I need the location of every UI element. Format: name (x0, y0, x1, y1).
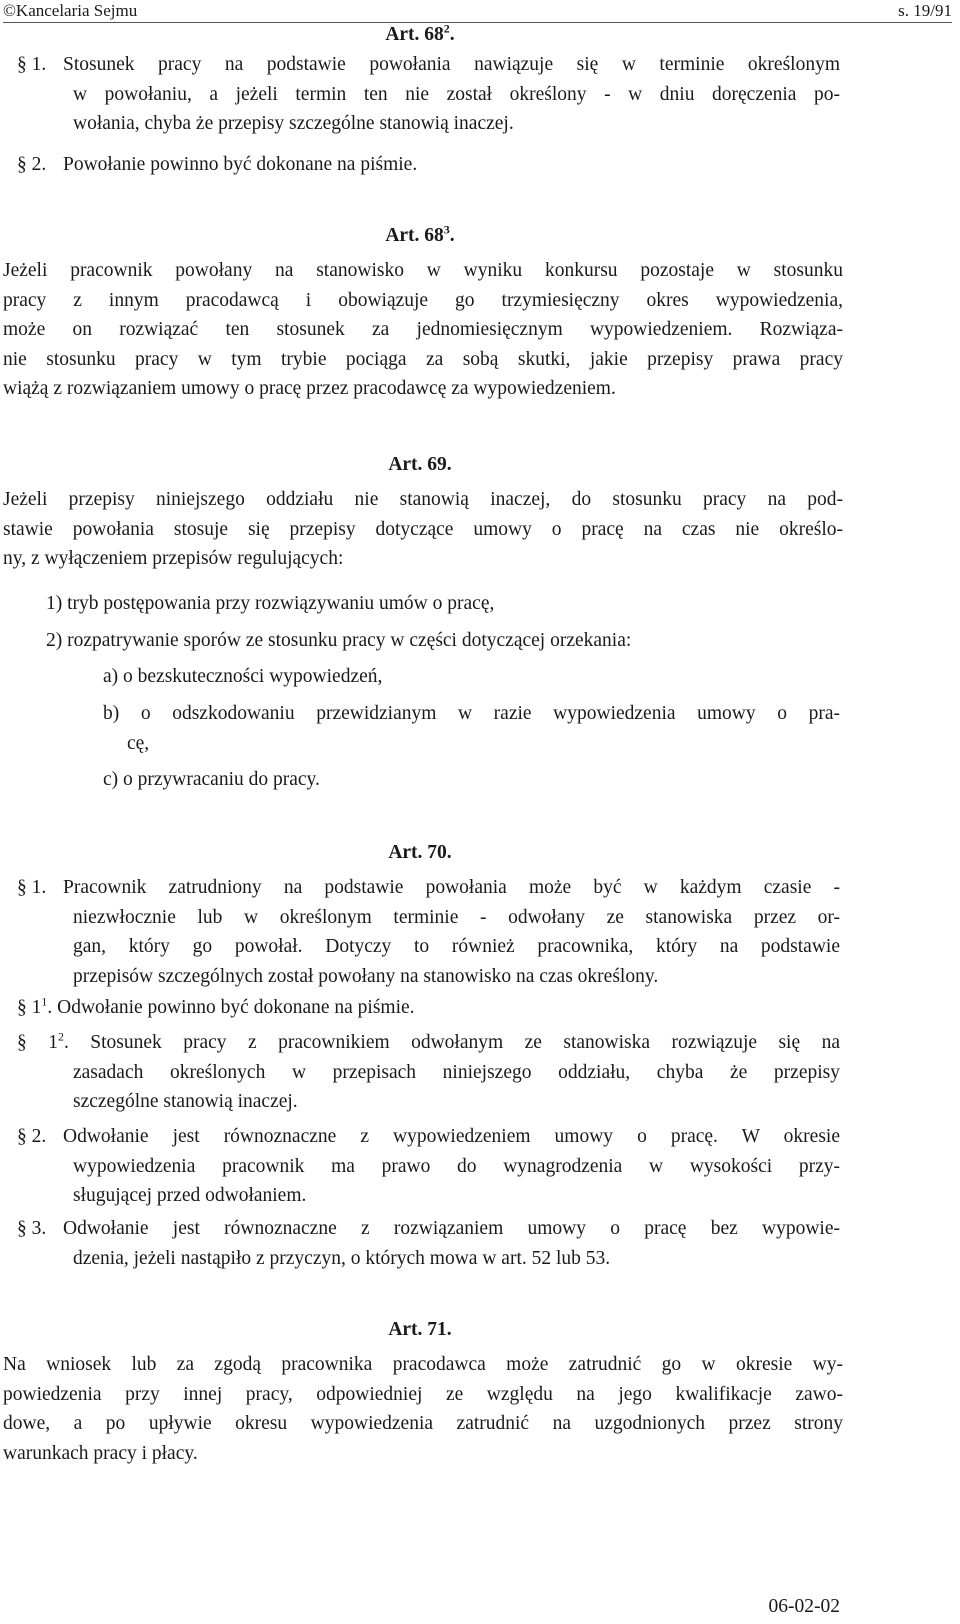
paragraph-mark: § 2. (17, 154, 47, 175)
list-item: c) o przywracaniu do pracy. (103, 769, 320, 790)
article-heading-71: Art. 71. (388, 1319, 452, 1340)
article-68-2-paragraph-2: Powołanie powinno być dokonane na piśmie. (63, 154, 418, 175)
article-heading-70: Art. 70. (388, 842, 452, 863)
paragraph-mark: § 1. (17, 877, 47, 898)
article-heading-68-3: Art. $68^3$. (385, 222, 455, 246)
article-70-paragraph-1: Pracownik zatrudniony na podstawie powołania może być w każdym czasie - niezwłocznie lub w określonym terminie - odwołany ze stanowiska przez or- gan, który go powołał. Dotyczy to również pracownika, który na podstawie przepisów szczególnych został powołany na stanowisko na czas określony. (63, 877, 840, 987)
list-item: b) o odszkodowaniu przewidzianym w razie wypowiedzenia umowy o pra- (103, 703, 840, 724)
article-68-2-paragraph-1: Stosunek pracy na podstawie powołania nawiązuje się w terminie określonym w powołaniu, a jeżeli termin ten nie został określony - w dniu doręczenia po- wołania, chyba że przepisy szczególne stanowią inaczej. (63, 54, 840, 134)
paragraph-mark: § 2. (17, 1126, 47, 1147)
paragraph-mark: § 1. (17, 54, 47, 75)
list-item: 2) rozpatrywanie sporów ze stosunku pracy w części dotyczącej orzekania: (46, 630, 632, 651)
article-70-paragraph-2: Odwołanie jest równoznaczne z wypowiedzeniem umowy o pracę. W okresie wypowiedzenia pracownik ma prawo do wynagrodzenia w wysokości przy- sługującej przed odwołaniem. (63, 1126, 840, 1206)
article-70-paragraph-1-1: § $1^1$. Odwołanie powinno być dokonane na piśmie. (17, 994, 415, 1018)
list-item: 1) tryb postępowania przy rozwiązywaniu umów o pracę, (46, 593, 495, 614)
copyright-label: ©Kancelaria Sejmu (3, 1, 138, 20)
paragraph-mark: § 3. (17, 1218, 47, 1239)
article-heading-69: Art. 69. (388, 454, 452, 475)
article-68-3-text: Jeżeli pracownik powołany na stanowisko w wyniku konkursu pozostaje w stosunku pracy z innym pracodawcą i obowiązuje go trzymiesięczny okres wypowiedzenia, może on rozwiązać ten stosunek za jednomiesięcznym wypowiedzeniem. Rozwiąza- nie stosunku pracy w tym trybie pociąga za sobą skutki, jakie przepisy prawa pracy wiążą z rozwiązaniem umowy o pracę przez pracodawcę za wypowiedzeniem. (3, 260, 843, 399)
article-69-text: Jeżeli przepisy niniejszego oddziału nie stanowią inaczej, do stosunku pracy na pod- stawie powołania stosuje się przepisy dotyczące umowy o pracę na czas nie określo- ny, z wyłączeniem przepisów regulujących: (3, 489, 843, 569)
document-code: 06-02-02 (768, 1596, 840, 1617)
list-item-continuation: cę, (127, 733, 150, 754)
article-heading-68-2: Art. $68^2$. (385, 21, 455, 45)
page-number: s. 19/91 (898, 1, 952, 20)
article-71-text: Na wniosek lub za zgodą pracownika pracodawca może zatrudnić go w okresie wy- powiedzenia przy innej pracy, odpowiedniej ze względu na jego kwalifikacje zawo- dowe, a po upływie okresu wypowiedzenia zatrudnić na uzgodnionych przez strony warunkach pracy i płacy. (3, 1354, 843, 1464)
article-70-paragraph-3: Odwołanie jest równoznaczne z rozwiązaniem umowy o pracę bez wypowie- dzenia, jeżeli nastąpiło z przyczyn, o których mowa w art. 52 lub 53. (63, 1218, 840, 1269)
article-70-paragraph-1-2: § $1^2$. Stosunek pracy z pracownikiem odwołanym ze stanowiska rozwiązuje się na zasadach określonych w przepisach niniejszego oddziału, chyba że przepisy szczególne stanowią inaczej. (17, 1029, 840, 1112)
list-item: a) o bezskuteczności wypowiedzeń, (103, 666, 383, 687)
